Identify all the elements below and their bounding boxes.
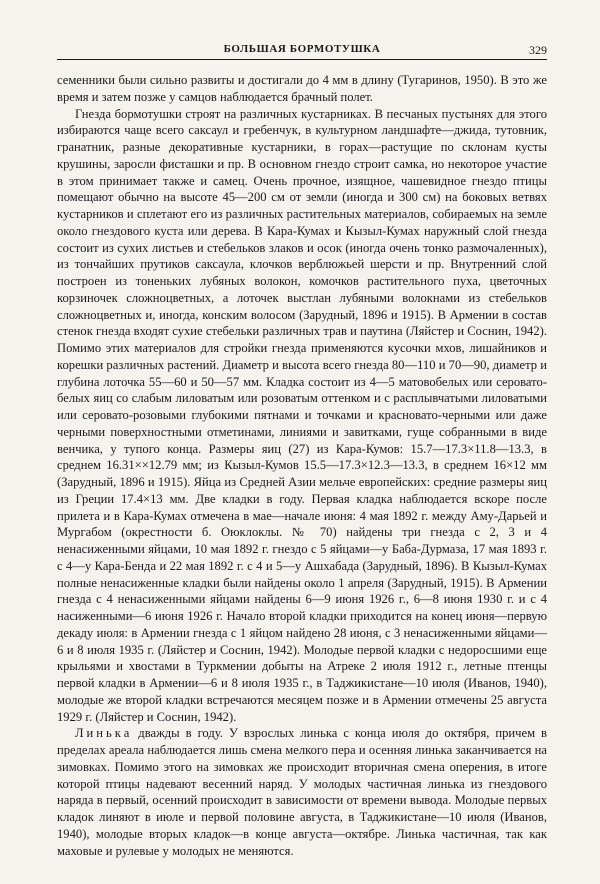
running-title: БОЛЬШАЯ БОРМОТУШКА xyxy=(223,43,381,55)
body-text xyxy=(57,72,547,859)
paragraph-nesting: Гнезда бормотушки строят на различных кустарниках. В песчаных пустынях для этого избираются чаще всего саксаул и гребенчук, в культурном ландшафте—джида, тутовник, гранатник, разные декоративные кустарники, в горах—растущие по склонам кусты крушины, заросли фисташки и пр. В основном гнездо строит самка, но некоторое участие в этом принимает также и самец. Очень прочное, изящное, чашевидное гнездо птицы помещают обычно на высоте 45—200 см от земли (иногда и 300 см) на боковых ветвях кустарников и сплетают его из различных растительных материалов, собираемых на земле около гнездового куста или дерева. В Кара-Кумах и Кызыл-Кумах наружный слой гнезда состоит из сухих листьев и стебельков злаков и осок (иногда очень тонко размочаленных), из тончайших прутиков саксаула, клочков верблюжьей шерсти и пр. Внутренний слой построен из тоненьких лубяных волокон, комочков растительного пуха, цветочных корзиночек сложноцветных, а лоточек выстлан лубяными волокнами из стебельков сложноцветных и, иногда, конским волосом (Зарудный, 1896 и 1915). В Армении в состав стенок гнезда входят сухие стебельки различных трав и паутина (Ляйстер и Соснин, 1942). Помимо этих материалов для стройки гнезда применяются кусочки мхов, лишайников и корешки различных растений. Диаметр и высота всего гнезда 80—110 и 70—90, диаметр и глубина лоточка 55—60 и 50—57 мм. Кладка состоит из 4—5 матовобелых или серовато-белых яиц со слабым лиловатым или розоватым оттенком и с расплывчатыми лиловатыми или серовато-розовыми глубокими пятнами и точками и красновато-черными или даже черными поверхностными отметинами, линиями и завитками, гуще собранными в виде венчика, у тупого конца. Размеры яиц (27) из Кара-Кумов: 15.7—17.3×11.8—13.3, в среднем 16.31××12.79 мм; из Кызыл-Кумов 15.5—17.3×12.3—13.3, в среднем 16×12 мм (Зарудный, 1896 и 1915). Яйца из Средней Азии мельче европейских: средние размеры яиц из Греции 17.4×13 мм. Две кладки в году. Первая кладка наблюдается вскоре после прилета и в Кара-Кумах отмечена в мае—начале июня: 4 мая 1892 г. между Аму-Дарьей и Мургабом (окрестности б. Оюклоклы. № 70) найдены три гнезда с 2, 3 и 4 ненасиженными яйцами, 10 мая 1892 г. гнездо с 5 яйцами—у Баба-Дурмаза, 17 мая 1893 г. с 4—у Кара-Бенда и 22 мая 1892 г. с 4 и 5—у Ашхабада (Зарудный, 1896). В Кызыл-Кумах полные ненасиженные кладки были найдены около 1 апреля (Зарудный, 1915). В Армении гнезда с 4 ненасиженными яйцами найдены 6—9 июня 1926 г., 6—8 июня 1930 г. и с 4 насиженными—6 июня 1926 г. Начало второй кладки приходится на конец июня—первую декаду июля: в Армении гнезда с 1 яйцом найдено 28 июня, с 3 ненасиженными яйцами—6 и 8 июля 1935 г. (Ляйстер и Соснин, 1942). Молодые первой кладки с недоросшими еще крыльями и хвостами в Туркмении добыты на Атреке 2 июля 1912 г., летные птенцы первой кладки в Армении—6 и 8 июля 1935 г., в Таджикистане—10 июля (Иванов, 1940), молодые же второй кладки встречаются месяцем позже и в Армении отмечены 25 августа 1929 г. (Ляйстер и Соснин, 1942). xyxy=(57,106,547,724)
paragraph-continuation: семенники были сильно развиты и достигали до 4 мм в длину (Тугаринов, 1950). В это же время и затем позже у самцов наблюдается брачный полет. xyxy=(57,73,547,104)
molt-text: дважды в году. У взрослых линька с конца июля до октября, причем в пределах ареала наблюдается лишь смена мелкого пера и осенняя линька заканчивается на зимовках. Помимо этого на зимовках же происходит вторичная смена оперения, в итоге которой птицы надевают весенний наряд. У молодых частичная линька из гнездового наряда в первый, осенний происходит в зависимости от времени вывода. Молодые первых кладок линяют в июле и первой половине августа, в Таджикистане—10 июля (Иванов, 1940), молодые вторых кладок—в конце августа—октябре. Линька частичная, так как маховые и рулевые у молодых не меняются. xyxy=(57,726,547,858)
page-number: 329 xyxy=(529,43,547,57)
molt-lead-word: Линька xyxy=(75,726,133,741)
running-header xyxy=(57,43,547,60)
paragraph-molt xyxy=(57,725,547,859)
